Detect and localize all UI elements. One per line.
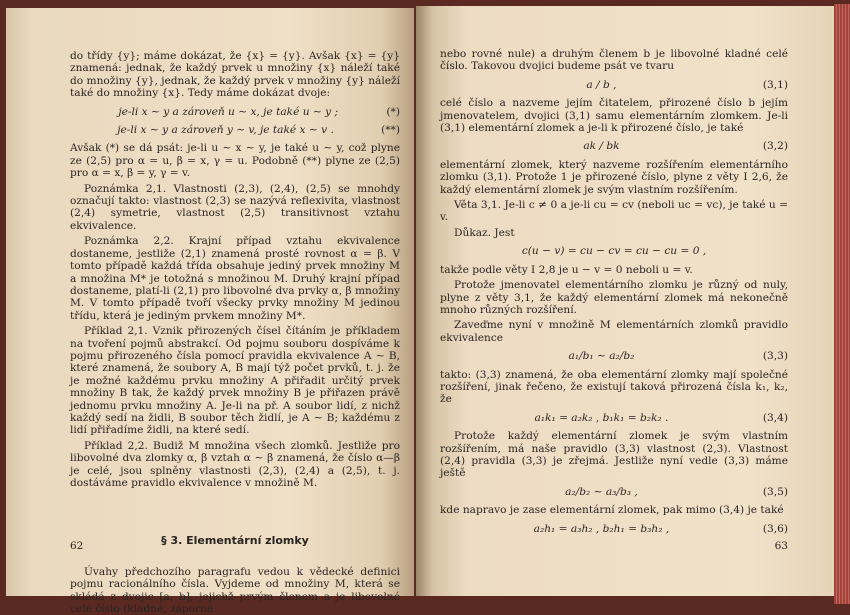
equation-number: (3,3) [762,350,788,363]
paragraph: Věta 3,1. Je-li c ≠ 0 a je-li cu = cv (neboli uc = vc), je také u = v. [440,199,788,224]
equation-number: (3,4) [762,411,788,424]
paragraph: Příklad 2,1. Vznik přirozených čísel čítáním je příkladem na tvoření pojmů abstrakcí. Od pojmu souboru dospíváme k pojmu přirozeného čísla pomocí pravidla ekvivalence A ∼ B, které znamená, že soubory A, B mají týž počet prvků, t. j. že je možné každému prvku množiny A přiřadit určitý prvek množiny B tak, že každý prvek množiny B je přiřazen právě jednomu prvku množiny A. Je-li na př. A soubor lidí, z nichž každý sedí na židli, B soubor těch židlí, je A ∼ B; každému z lidí přiřadíme židli, na které sedí. [70,325,400,437]
equation-formula: je-li x ∼ y a zároveň u ∼ x, je také u ∼ y ; [118,105,339,118]
paragraph: kde napravo je zase elementární zlomek, pak mimo (3,4) je také [440,504,784,517]
paragraph: Avšak (*) se dá psát: je-li u ∼ x ∼ y, je také u ∼ y, což plyne ze (2,5) pro α = u, β = x, γ = u. Podobně (**) plyne ze (2,5) pro α = x, β = y, γ = v. [70,142,400,180]
equation-formula: a / b , [586,78,617,91]
paragraph: Úvahy předchozího paragrafu vedou k vědecké definici pojmu racionálního čísla. Vyjdeme od množiny M, která se skládá z dvojic [a, b], jejichž prvým členem a je libovolné celé číslo (kladné, záporné [70,565,400,615]
page-number: 62 [70,540,84,552]
equation-number: (**) [381,124,400,137]
equation-number: (3,5) [762,485,788,498]
equation-formula: a₂/b₂ ∼ a₃/b₃ , [565,485,638,498]
book-page-edges [834,4,850,604]
paragraph: takže podle věty I 2,8 je u − v = 0 neboli u = v. [440,263,693,276]
equation [440,523,788,535]
equation [440,486,788,498]
left-page-text [70,50,400,615]
paragraph: Poznámka 2,1. Vlastnosti (2,3), (2,4), (2,5) se mnohdy označují takto: vlastnost (2,3) se nazývá reflexivita, vlastnost (2,4) symetrie, vlastnost (2,5) transitivnost vztahu ekvivalence. [70,182,400,232]
left-page [6,8,414,615]
equation [440,140,788,152]
paragraph: Zaveďme nyní v množině M elementárních zlomků pravidlo ekvivalence [440,319,788,344]
equation-number: (3,2) [762,140,788,153]
equation-formula: je-li x ∼ y a zároveň y ∼ v, je také x ∼ v . [117,124,334,137]
equation-formula: c(u − v) = cu − cv = cu − cu = 0 , [521,245,707,258]
equation-number: (3,1) [762,78,788,91]
equation-formula: a₁/b₁ ∼ a₂/b₂ [568,350,635,363]
paragraph: do třídy {y}; máme dokázat, že {x} = {y}. Avšak {x} = {y} znamená: jednak, že každý prvek u množiny {x} náleží také do množiny {y}, jednak, že každý prvek v množiny {y} náleží také do množiny {x}. Tedy máme dokázat dvoje: [70,50,400,100]
paragraph: Důkaz. Jest [454,226,515,239]
equation-number: (3,6) [762,522,788,535]
equation [440,79,788,91]
page-number: 63 [774,540,788,552]
paragraph: Protože jmenovatel elementárního zlomku je různý od nuly, plyne z věty 3,1, že každý elementární zlomek má nekonečně mnoho různých rozšíření. [440,279,788,316]
equation-number: (*) [386,105,400,118]
paragraph: elementární zlomek, který nazveme rozšířením elementárního zlomku (3,1). Protože 1 je přirozené číslo, plyne z věty I 2,6, že každý elementární zlomek je svým vlastním rozšířením. [440,158,788,196]
equation [440,245,788,257]
right-page [416,6,836,596]
paragraph: Příklad 2,2. Budiž M množina všech zlomků. Jestliže pro libovolné dva zlomky α, β vztah α ∼ β znamená, že číslo α—β je celé, jsou splněny vlastnosti (2,3), (2,4) a (2,5), t. j. dostáváme pravidlo ekvivalence v množině M. [70,439,400,489]
paragraph: celé číslo a nazveme jejím čitatelem, přirozené číslo b jejím jmenovatelem, dvojici (3,1) samu elementárním zlomkem. Je-li (3,1) elementární zlomek a je-li k přirozené číslo, je také [440,97,788,135]
equation [440,412,788,424]
equation [70,124,400,136]
equation-formula: ak / bk [583,140,620,153]
paragraph: takto: (3,3) znamená, že oba elementární zlomky mají společné rozšíření, jinak řečeno, že existují taková přirozená čísla k₁, k₂, že [440,368,788,406]
paragraph: Protože každý elementární zlomek je svým vlastním rozšířením, má naše pravidlo (3,3) vlastnost (2,3). Vlastnost (2,4) pravidla (3,3) je zřejmá. Jestliže nyní vedle (3,3) máme ještě [440,430,788,480]
equation-formula: a₁k₁ = a₂k₂ , b₁k₁ = b₂k₂ . [534,411,669,424]
right-page-text [440,48,788,535]
section-heading: § 3. Elementární zlomky [161,534,309,548]
equation-formula: a₂h₁ = a₃h₂ , b₂h₁ = b₃h₂ , [533,522,670,535]
equation [440,350,788,362]
equation [70,106,400,118]
paragraph: nebo rovné nule) a druhým členem b je libovolné kladné celé číslo. Takovou dvojici budeme psát ve tvaru [440,48,788,73]
paragraph: Poznámka 2,2. Krajní případ vztahu ekvivalence dostaneme, jestliže (2,1) znamená prosté rovnost α = β. V tomto případě každá třída obsahuje jediný prvek množiny M a množina M* je totožná s množinou M. Druhý krajní případ dostaneme, platí-li (2,1) pro libovolné dva prvky α, β množiny M. V tomto případě tvoří všecky prvky množiny M jedinou třídu, která je jediným prvkem množiny M*. [70,235,400,322]
